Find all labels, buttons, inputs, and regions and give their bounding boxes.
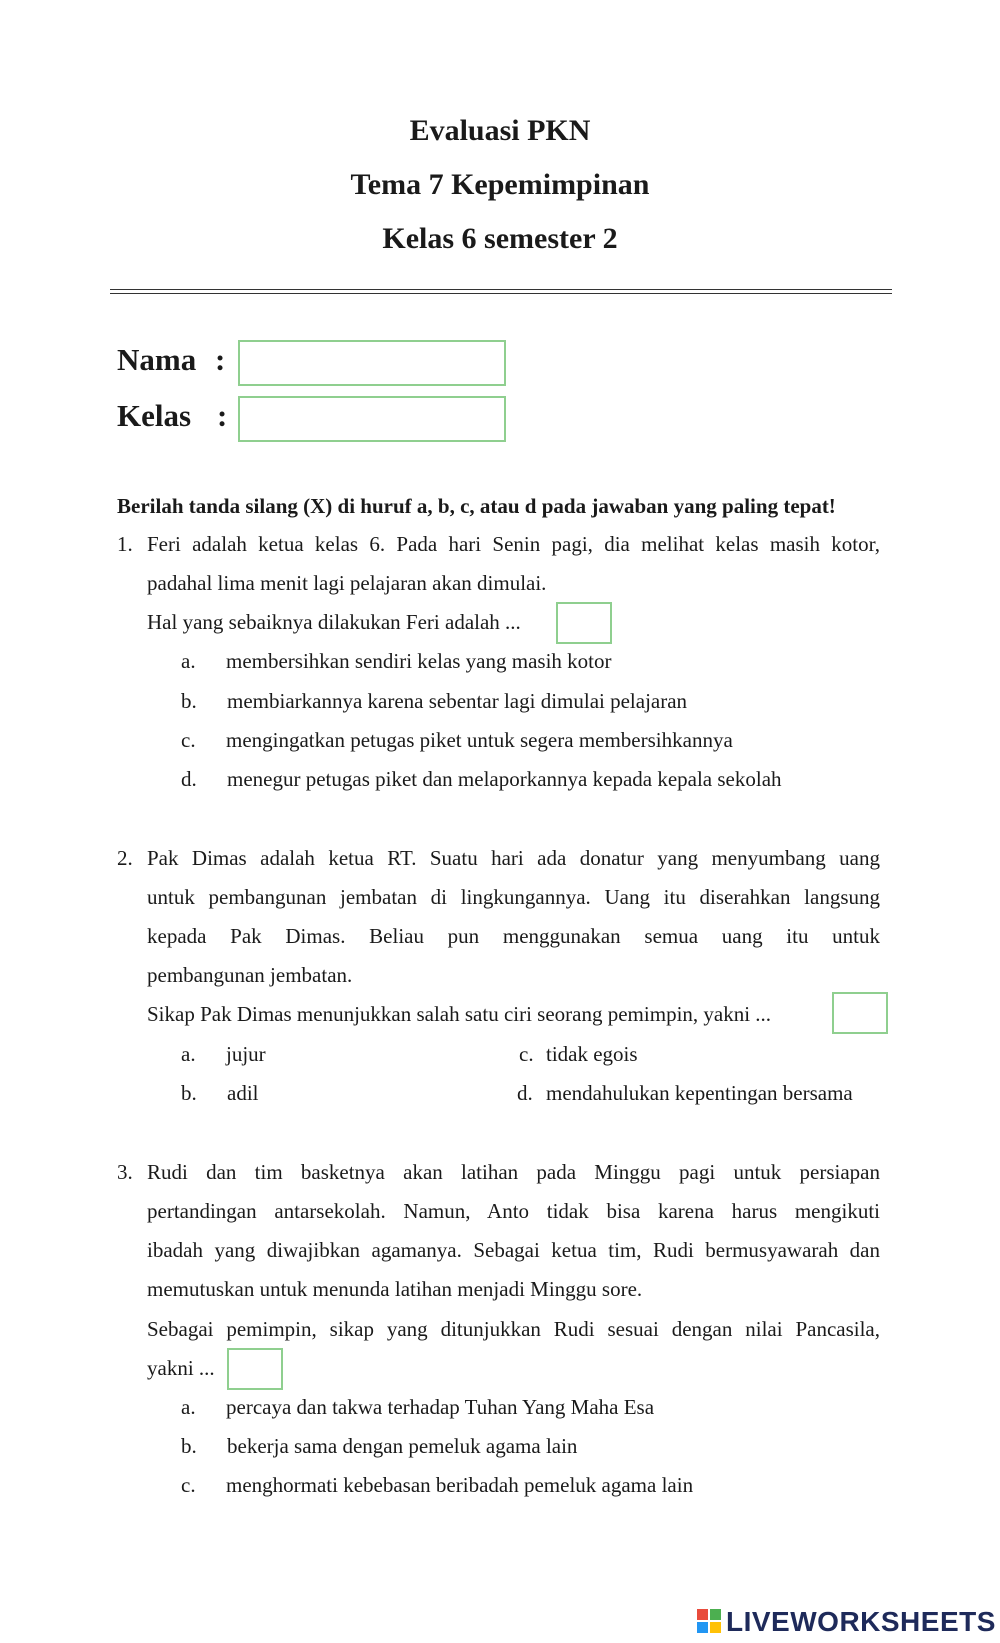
nama-input[interactable] (238, 340, 506, 386)
option-text: mengingatkan petugas piket untuk segera membersihkannya (226, 728, 733, 752)
option-text: adil (227, 1081, 259, 1105)
question-number: 3. (117, 1160, 133, 1184)
question-text: ibadah yang diwajibkan agamanya. Sebagai ketua tim, Rudi bermusyawarah dan (147, 1238, 880, 1262)
answer-box-3[interactable] (227, 1348, 283, 1390)
kelas-label: Kelas (117, 398, 192, 433)
option-text: mendahulukan kepentingan bersama (546, 1081, 853, 1105)
option-text: tidak egois (546, 1042, 638, 1066)
question-text: memutuskan untuk menunda latihan menjadi Minggu sore. (147, 1277, 643, 1301)
header-divider-bottom (110, 293, 892, 294)
option-letter: a. (181, 1042, 196, 1066)
question-text: untuk pembangunan jembatan di lingkungannya. Uang itu diserahkan langsung (147, 885, 880, 909)
option-letter: c. (519, 1042, 534, 1066)
option-letter: b. (181, 1081, 197, 1105)
option-letter: a. (181, 1395, 196, 1419)
liveworksheets-logo-text: LIVEWORKSHEETS (726, 1606, 996, 1637)
option-letter: a. (181, 649, 196, 673)
kelas-colon: : (217, 398, 228, 433)
worksheet-theme: Tema 7 Kepemimpinan (350, 168, 650, 201)
answer-box-1[interactable] (556, 602, 612, 644)
option-text: membersihkan sendiri kelas yang masih kotor (226, 649, 612, 673)
option-letter: c. (181, 1473, 196, 1497)
question-text: padahal lima menit lagi pelajaran akan dimulai. (147, 571, 547, 595)
question-text: Pak Dimas adalah ketua RT. Suatu hari ada donatur yang menyumbang uang (147, 846, 880, 870)
option-letter: d. (181, 767, 197, 791)
option-text: menegur petugas piket dan melaporkannya kepada kepala sekolah (227, 767, 782, 791)
header-divider-top (110, 289, 892, 290)
question-text: pertandingan antarsekolah. Namun, Anto tidak bisa karena harus mengikuti (147, 1199, 880, 1223)
kelas-input[interactable] (238, 396, 506, 442)
question-text: kepada Pak Dimas. Beliau pun menggunakan semua uang itu untuk (147, 924, 880, 948)
question-number: 2. (117, 846, 133, 870)
instruction-text: Berilah tanda silang (X) di huruf a, b, c, atau d pada jawaban yang paling tepat! (117, 494, 836, 518)
question-prompt: Sikap Pak Dimas menunjukkan salah satu ciri seorang pemimpin, yakni ... (147, 1002, 772, 1026)
worksheet-title: Evaluasi PKN (409, 114, 591, 147)
option-letter: b. (181, 1434, 197, 1458)
worksheet-class: Kelas 6 semester 2 (382, 222, 618, 255)
option-letter: c. (181, 728, 196, 752)
question-text: Rudi dan tim basketnya akan latihan pada Minggu pagi untuk persiapan (147, 1160, 880, 1184)
option-letter: d. (517, 1081, 533, 1105)
question-text: pembangunan jembatan. (147, 963, 353, 987)
option-text: jujur (226, 1042, 266, 1066)
question-number: 1. (117, 532, 133, 556)
question-text: Feri adalah ketua kelas 6. Pada hari Senin pagi, dia melihat kelas masih kotor, (147, 532, 880, 556)
option-letter: b. (181, 689, 197, 713)
answer-box-2[interactable] (832, 992, 888, 1034)
liveworksheets-logo-icon (697, 1609, 721, 1633)
nama-colon: : (215, 342, 226, 377)
question-text: Sebagai pemimpin, sikap yang ditunjukkan Rudi sesuai dengan nilai Pancasila, (147, 1317, 880, 1341)
question-prompt: Hal yang sebaiknya dilakukan Feri adalah ... (147, 610, 521, 634)
option-text: menghormati kebebasan beribadah pemeluk agama lain (226, 1473, 694, 1497)
question-prompt: yakni ... (147, 1356, 215, 1380)
option-text: percaya dan takwa terhadap Tuhan Yang Maha Esa (226, 1395, 655, 1419)
option-text: membiarkannya karena sebentar lagi dimulai pelajaran (227, 689, 688, 713)
option-text: bekerja sama dengan pemeluk agama lain (227, 1434, 578, 1458)
nama-label: Nama (117, 342, 197, 377)
